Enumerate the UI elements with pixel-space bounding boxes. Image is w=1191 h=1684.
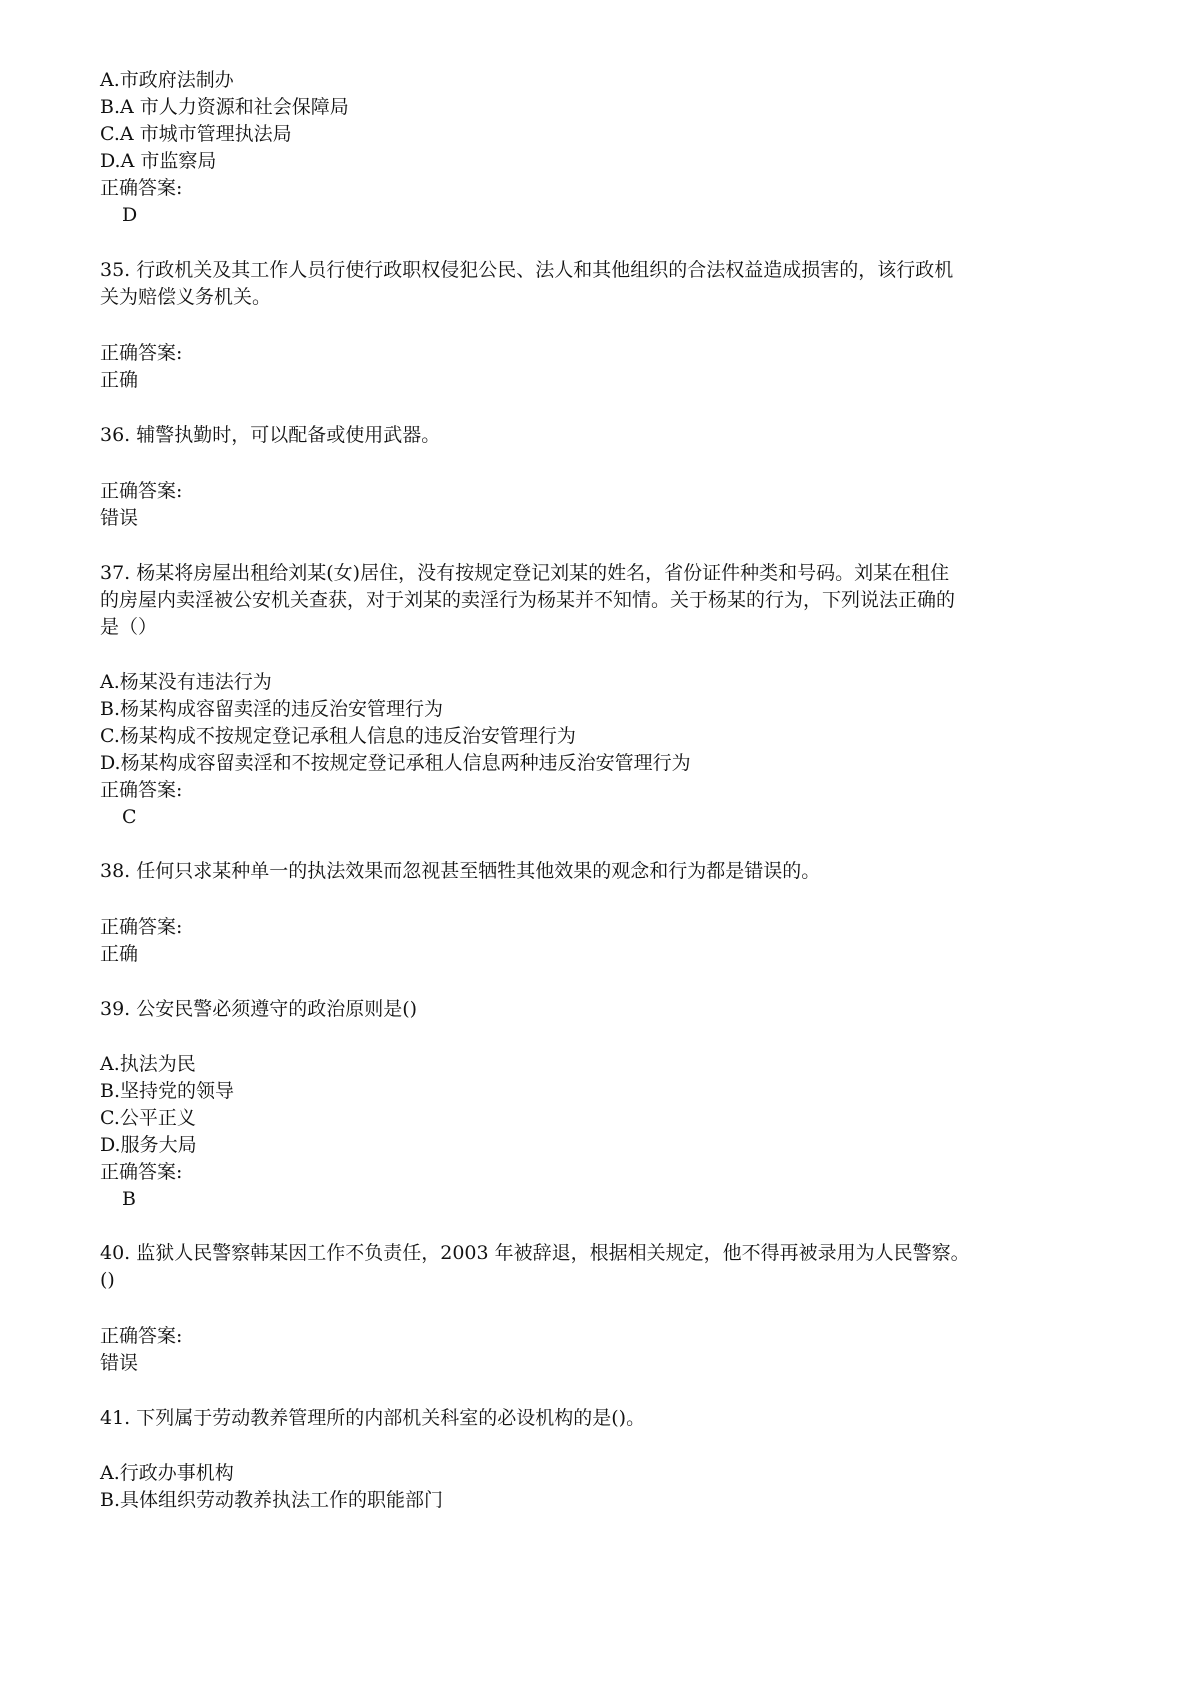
answer-label: 正确答案: [100, 480, 183, 502]
option-line: B.A 市人力资源和社会保障局 [100, 96, 349, 118]
option-line: C.A 市城市管理执法局 [100, 123, 292, 145]
question-line: 35. 行政机关及其工作人员行使行政职权侵犯公民、法人和其他组织的合法权益造成损害的，该行政机 [100, 259, 954, 281]
question-line: 38. 任何只求某种单一的执法效果而忽视甚至牺牲其他效果的观念和行为都是错误的。 [100, 860, 821, 882]
answer-label: 正确答案: [100, 1325, 183, 1347]
question-line: 关为赔偿义务机关。 [100, 286, 272, 308]
question-line: 37. 杨某将房屋出租给刘某(女)居住，没有按规定登记刘某的姓名，省份证件种类和号码。刘某在租住 [100, 562, 950, 584]
answer-value: B [122, 1188, 136, 1210]
answer-label: 正确答案: [100, 1161, 183, 1183]
answer-value: C [122, 806, 137, 828]
question-line: 40. 监狱人民警察韩某因工作不负责任，2003 年被辞退，根据相关规定，他不得再被录用为人民警察。 [100, 1242, 970, 1264]
answer-value: 正确 [100, 943, 139, 965]
question-line: () [100, 1269, 115, 1291]
option-line: D.服务大局 [100, 1134, 197, 1156]
option-line: B.坚持党的领导 [100, 1080, 235, 1102]
option-line: D.A 市监察局 [100, 150, 217, 172]
answer-value: 错误 [100, 1352, 139, 1374]
option-line: A.市政府法制办 [100, 69, 234, 91]
answer-label: 正确答案: [100, 177, 183, 199]
answer-value: D [122, 204, 138, 226]
option-line: A.杨某没有违法行为 [100, 671, 272, 693]
option-line: B.具体组织劳动教养执法工作的职能部门 [100, 1489, 444, 1511]
option-line: B.杨某构成容留卖淫的违反治安管理行为 [100, 698, 444, 720]
option-line: C.公平正义 [100, 1107, 196, 1129]
answer-label: 正确答案: [100, 779, 183, 801]
option-line: C.杨某构成不按规定登记承租人信息的违反治安管理行为 [100, 725, 576, 747]
option-line: A.行政办事机构 [100, 1462, 234, 1484]
question-line: 是（） [100, 616, 158, 638]
option-line: A.执法为民 [100, 1053, 196, 1075]
question-line: 的房屋内卖淫被公安机关查获，对于刘某的卖淫行为杨某并不知情。关于杨某的行为，下列说法正确的 [100, 589, 956, 611]
answer-label: 正确答案: [100, 342, 183, 364]
answer-value: 正确 [100, 369, 139, 391]
question-line: 39. 公安民警必须遵守的政治原则是() [100, 998, 418, 1020]
question-line: 41. 下列属于劳动教养管理所的内部机关科室的必设机构的是()。 [100, 1407, 646, 1429]
answer-label: 正确答案: [100, 916, 183, 938]
answer-value: 错误 [100, 507, 139, 529]
question-line: 36. 辅警执勤时，可以配备或使用武器。 [100, 424, 441, 446]
option-line: D.杨某构成容留卖淫和不按规定登记承租人信息两种违反治安管理行为 [100, 752, 691, 774]
